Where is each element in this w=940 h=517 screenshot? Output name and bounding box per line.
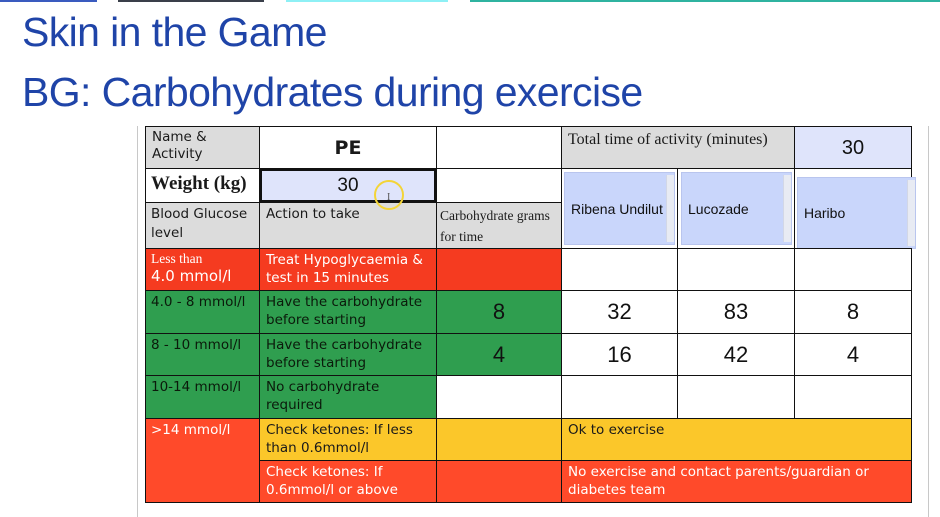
result-no-exercise: No exercise and contact parents/guardian or diabetes team [561,460,912,503]
product-name: Lucozade [688,200,749,217]
action-high-ketones-low: Check ketones: If less than 0.6mmol/l [259,418,437,461]
bg-level-high: >14 mmol/l [145,418,260,503]
level-value: 4.0 mmol/l [151,267,232,285]
page-edge-right [928,126,929,517]
bg-level-8-10: 8 - 10 mmol/l [145,333,260,376]
carbs-high-ketones-high [436,460,562,503]
action-header: Action to take [259,202,437,249]
name-activity-value: PE [334,136,362,159]
lucozade-low [677,248,795,291]
top-bar-blue [0,0,97,2]
bg-level-low [145,248,260,291]
total-time-label: Total time of activity (minutes) [561,126,795,169]
product-name: Haribo [804,205,846,221]
ribena-8-10: 16 [561,333,678,376]
top-bar-teal [470,0,940,2]
action-8-10: Have the carbohydrate before starting [259,333,437,376]
haribo-low [794,248,912,291]
total-time-input[interactable] [794,126,912,169]
carbs-high-ketones-low [436,418,562,461]
carb-grams-header: Carbohydrate grams for time [436,202,562,249]
dropdown-handle[interactable] [907,180,915,246]
carbs-low [436,248,562,291]
carbs-8-10: 4 [436,333,562,376]
result-ok-to-exercise: Ok to exercise [561,418,912,461]
dropdown-handle[interactable] [783,175,791,242]
ribena-low [561,248,678,291]
ribena-10-14 [561,375,678,419]
weight-input[interactable] [259,168,437,203]
haribo-4-8: 8 [794,290,912,334]
name-activity-input[interactable] [259,126,437,169]
product-dropdown-3[interactable] [797,177,916,249]
weight-value: 30 [337,174,359,196]
bg-level-4-8: 4.0 - 8 mmol/l [145,290,260,334]
lucozade-4-8: 83 [677,290,795,334]
page-edge-left [137,126,138,517]
lucozade-10-14 [677,375,795,419]
top-bar-dark [118,0,264,2]
slide-subtitle: BG: Carbohydrates during exercise [22,69,643,115]
carbs-10-14 [436,375,562,419]
lucozade-8-10: 42 [677,333,795,376]
name-activity-label: Name & Activity [145,126,260,169]
top-bar-cyan [286,0,448,2]
slide-title: Skin in the Game [22,9,327,55]
action-low: Treat Hypoglycaemia & test in 15 minutes [259,248,437,291]
blank-cell [436,168,562,203]
dropdown-handle[interactable] [666,175,674,242]
bg-level-10-14: 10-14 mmol/l [145,375,260,419]
weight-label: Weight (kg) [145,168,260,203]
product-dropdown-1[interactable] [564,172,675,245]
product-name: Ribena Undilut [571,200,663,217]
blank-cell [436,126,562,169]
haribo-10-14 [794,375,912,419]
ribena-4-8: 32 [561,290,678,334]
action-4-8: Have the carbohydrate before starting [259,290,437,334]
total-time-value: 30 [841,136,865,159]
action-10-14: No carbohydrate required [259,375,437,419]
text-cursor-icon: I [387,192,391,203]
action-high-ketones-high: Check ketones: If 0.6mmol/l or above [259,460,437,503]
bg-level-header: Blood Glucose level [145,202,260,249]
product-dropdown-2[interactable] [681,172,792,245]
level-prefix: Less than [151,251,203,266]
carbs-4-8: 8 [436,290,562,334]
haribo-8-10: 4 [794,333,912,376]
